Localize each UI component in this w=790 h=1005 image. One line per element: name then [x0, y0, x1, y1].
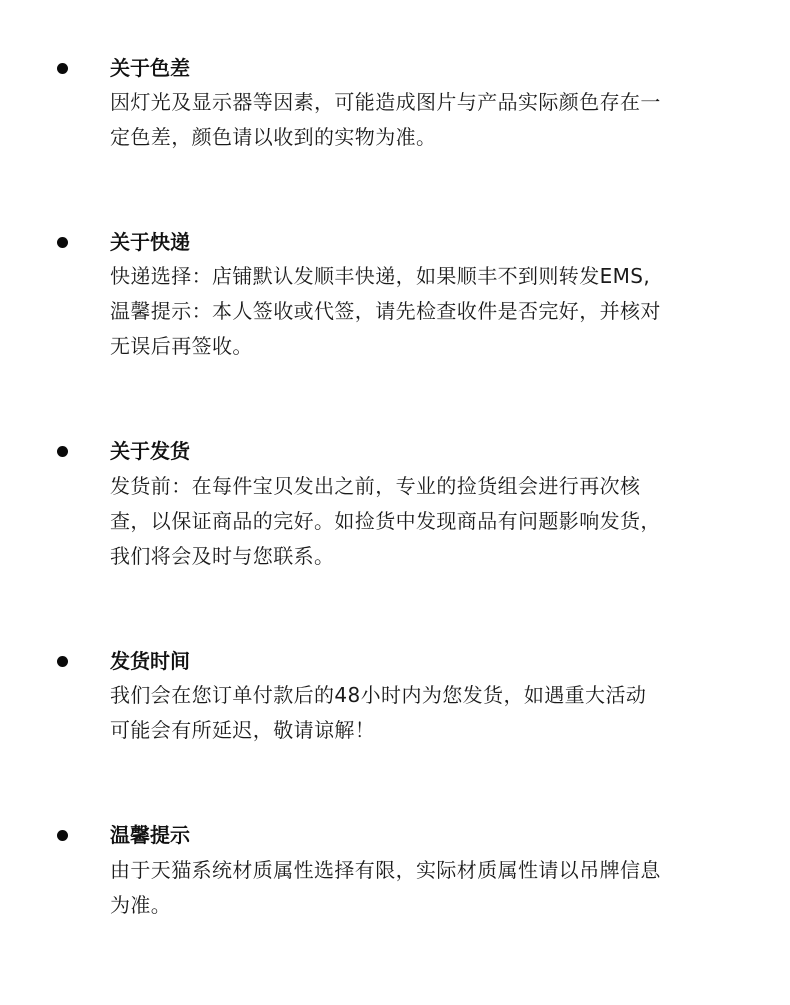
section-body	[110, 259, 736, 364]
body-line: 快递选择：店铺默认发顺丰快递，如果顺丰不到则转发EMS,	[110, 264, 651, 288]
bullet-dot-icon	[57, 237, 68, 248]
body-line: 由于天猫系统材质属性选择有限，实际材质属性请以吊牌信息	[110, 858, 661, 882]
body-line: 查，以保证商品的完好。如捡货中发现商品有问题影响发货，	[110, 509, 661, 533]
body-line: 为准。	[110, 893, 172, 917]
section-body	[110, 85, 736, 155]
section-body	[110, 469, 736, 574]
body-line: 发货前：在每件宝贝发出之前，专业的捡货组会进行再次核	[110, 474, 641, 498]
bullet-dot-icon	[57, 656, 68, 667]
bullet-dot-icon	[57, 446, 68, 457]
section-title: 温馨提示	[110, 823, 190, 847]
section-title: 关于发货	[110, 439, 190, 463]
section-title: 关于快递	[110, 230, 190, 254]
body-line: 因灯光及显示器等因素，可能造成图片与产品实际颜色存在一	[110, 90, 661, 114]
body-line: 无误后再签收。	[110, 334, 253, 358]
bullet-dot-icon	[57, 63, 68, 74]
section-title: 发货时间	[110, 649, 190, 673]
bullet-dot-icon	[57, 830, 68, 841]
section-body	[110, 678, 736, 748]
section-body	[110, 853, 736, 923]
body-line: 我们会在您订单付款后的48小时内为您发货，如遇重大活动	[110, 683, 647, 707]
body-line: 可能会有所延迟，敬请谅解！	[110, 718, 376, 742]
body-line: 我们将会及时与您联系。	[110, 544, 335, 568]
body-line: 定色差，颜色请以收到的实物为准。	[110, 125, 437, 149]
body-line: 温馨提示：本人签收或代签，请先检查收件是否完好，并核对	[110, 299, 661, 323]
section-title: 关于色差	[110, 56, 190, 80]
